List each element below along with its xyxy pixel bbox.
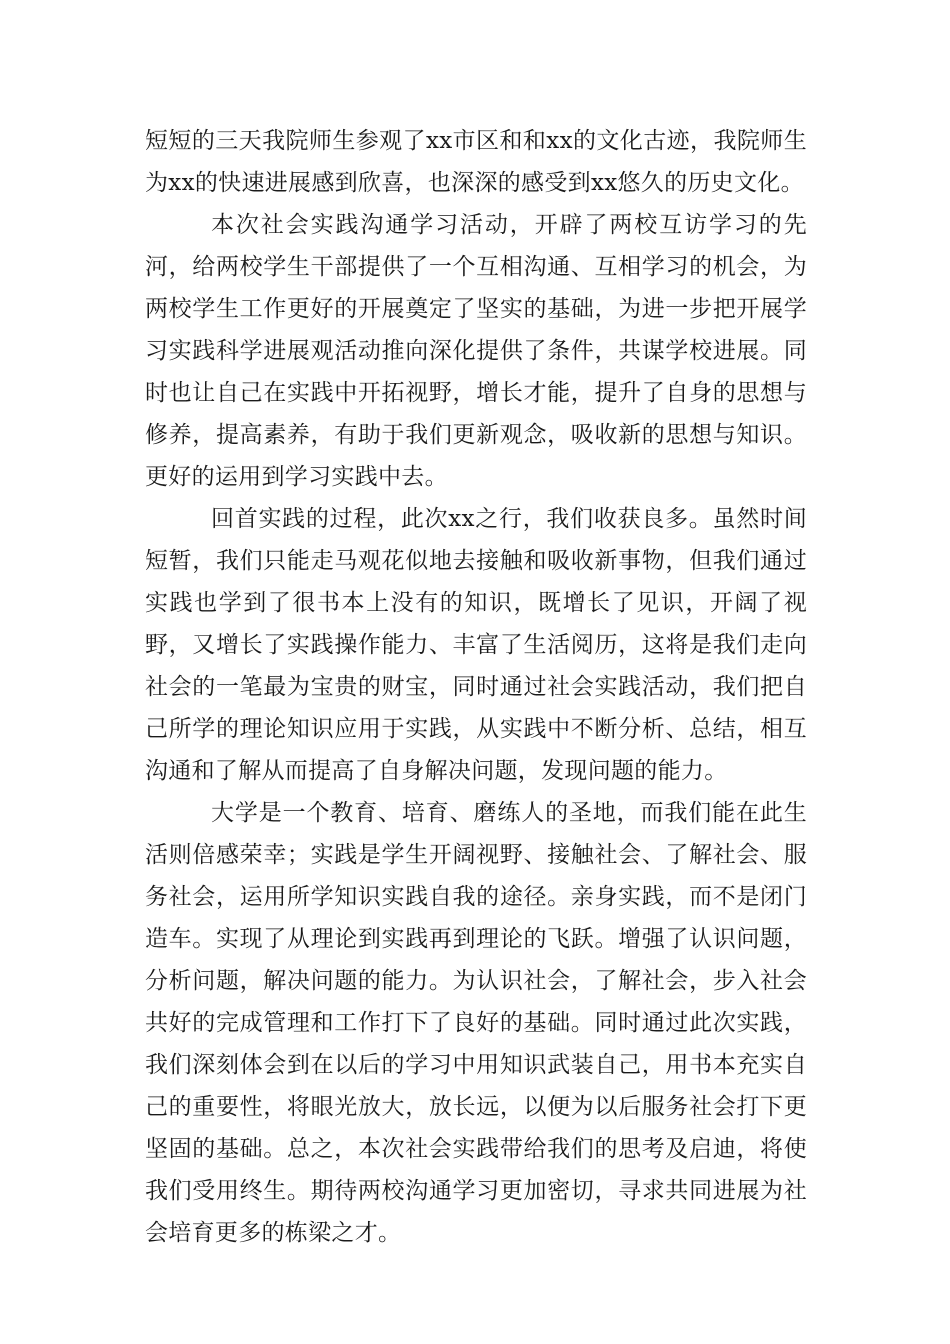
- paragraph-2: 本次社会实践沟通学习活动，开辟了两校互访学习的先河，给两校学生干部提供了一个互相沟通、互相学习的机会，为两校学生工作更好的开展奠定了坚实的基础，为进一步把开展学习实践科学进展观活动推向深化提供了条件，共谋学校进展。同时也让自己在实践中开拓视野，增长才能，提升了自身的思想与修养，提高素养，有助于我们更新观念，吸收新的思想与知识。更好的运用到学习实践中去。: [145, 212, 807, 490]
- document-body: [145, 120, 807, 1254]
- paragraph-3: 回首实践的过程，此次xx之行，我们收获良多。虽然时间短暂，我们只能走马观花似地去接触和吸收新事物，但我们通过实践也学到了很书本上没有的知识，既增长了见识，开阔了视野，又增长了实践操作能力、丰富了生活阅历，这将是我们走向社会的一笔最为宝贵的财宝，同时通过社会实践活动，我们把自己所学的理论知识应用于实践，从实践中不断分析、总结，相互沟通和了解从而提高了自身解决问题，发现问题的能力。: [145, 506, 807, 784]
- paragraph-4: 大学是一个教育、培育、磨练人的圣地，而我们能在此生活则倍感荣幸；实践是学生开阔视野、接触社会、了解社会、服务社会，运用所学知识实践自我的途径。亲身实践，而不是闭门造车。实现了从理论到实践再到理论的飞跃。增强了认识问题，分析问题，解决问题的能力。为认识社会，了解社会，步入社会共好的完成管理和工作打下了良好的基础。同时通过此次实践，我们深刻体会到在以后的学习中用知识武装自己，用书本充实自己的重要性，将眼光放大，放长远，以便为以后服务社会打下更坚固的基础。总之，本次社会实践带给我们的思考及启迪，将使我们受用终生。期待两校沟通学习更加密切，寻求共同进展为社会培育更多的栋梁之才。: [145, 800, 807, 1246]
- paragraph-1: 短短的三天我院师生参观了xx市区和和xx的文化古迹，我院师生为xx的快速进展感到欣喜，也深深的感受到xx悠久的历史文化。: [145, 128, 807, 196]
